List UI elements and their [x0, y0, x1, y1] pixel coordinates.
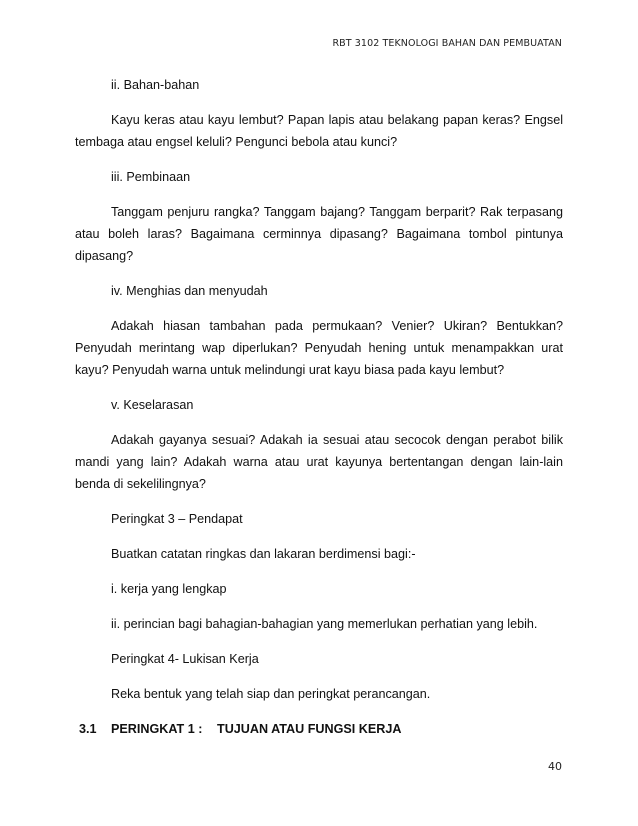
subheading-pembinaan: iii. Pembinaan	[111, 170, 191, 184]
stage-3-line: Peringkat 3 – Pendapat	[111, 512, 243, 526]
running-header: RBT 3102 TEKNOLOGI BAHAN DAN PEMBUATAN	[332, 38, 562, 49]
section-label: PERINGKAT 1 :	[111, 722, 203, 736]
subheading-menghias: iv. Menghias dan menyudah	[111, 284, 268, 298]
section-heading	[75, 718, 563, 740]
paragraph-pembinaan: Tanggam penjuru rangka? Tanggam bajang? Tanggam berparit? Rak terpasang atau boleh laras? Bagaimana cerminnya dipasang? Bagaimana tombol pintunya dipasang?	[75, 205, 563, 263]
paragraph-menghias: Adakah hiasan tambahan pada permukaan? Venier? Ukiran? Bentukkan? Penyudah merintang wap diperlukan? Penyudah hening untuk menampakkan urat kayu? Penyudah warna untuk melindungi urat kayu biasa pada kayu lembut?	[75, 319, 563, 377]
subheading-bahan: ii. Bahan-bahan	[111, 78, 200, 92]
list-item: i. kerja yang lengkap	[111, 582, 227, 596]
section-title: TUJUAN ATAU FUNGSI KERJA	[217, 722, 402, 736]
page-body	[75, 74, 563, 740]
paragraph-keselarasan: Adakah gayanya sesuai? Adakah ia sesuai atau secocok dengan perabot bilik mandi yang lain? Adakah warna atau urat kayunya bertentangan dengan lain-lain benda di sekelilingnya?	[75, 433, 563, 491]
page-number: 40	[548, 760, 562, 773]
stage-4-line: Peringkat 4- Lukisan Kerja	[111, 652, 259, 666]
design-line: Reka bentuk yang telah siap dan peringkat perancangan.	[111, 687, 431, 701]
instruction-line: Buatkan catatan ringkas dan lakaran berdimensi bagi:-	[111, 547, 416, 561]
paragraph-bahan: Kayu keras atau kayu lembut? Papan lapis atau belakang papan keras? Engsel tembaga atau engsel keluli? Pengunci bebola atau kunci?	[75, 113, 563, 149]
section-number: 3.1	[79, 722, 97, 736]
subheading-keselarasan: v. Keselarasan	[111, 398, 194, 412]
list-item: ii. perincian bagi bahagian-bahagian yang memerlukan perhatian yang lebih.	[111, 617, 538, 631]
